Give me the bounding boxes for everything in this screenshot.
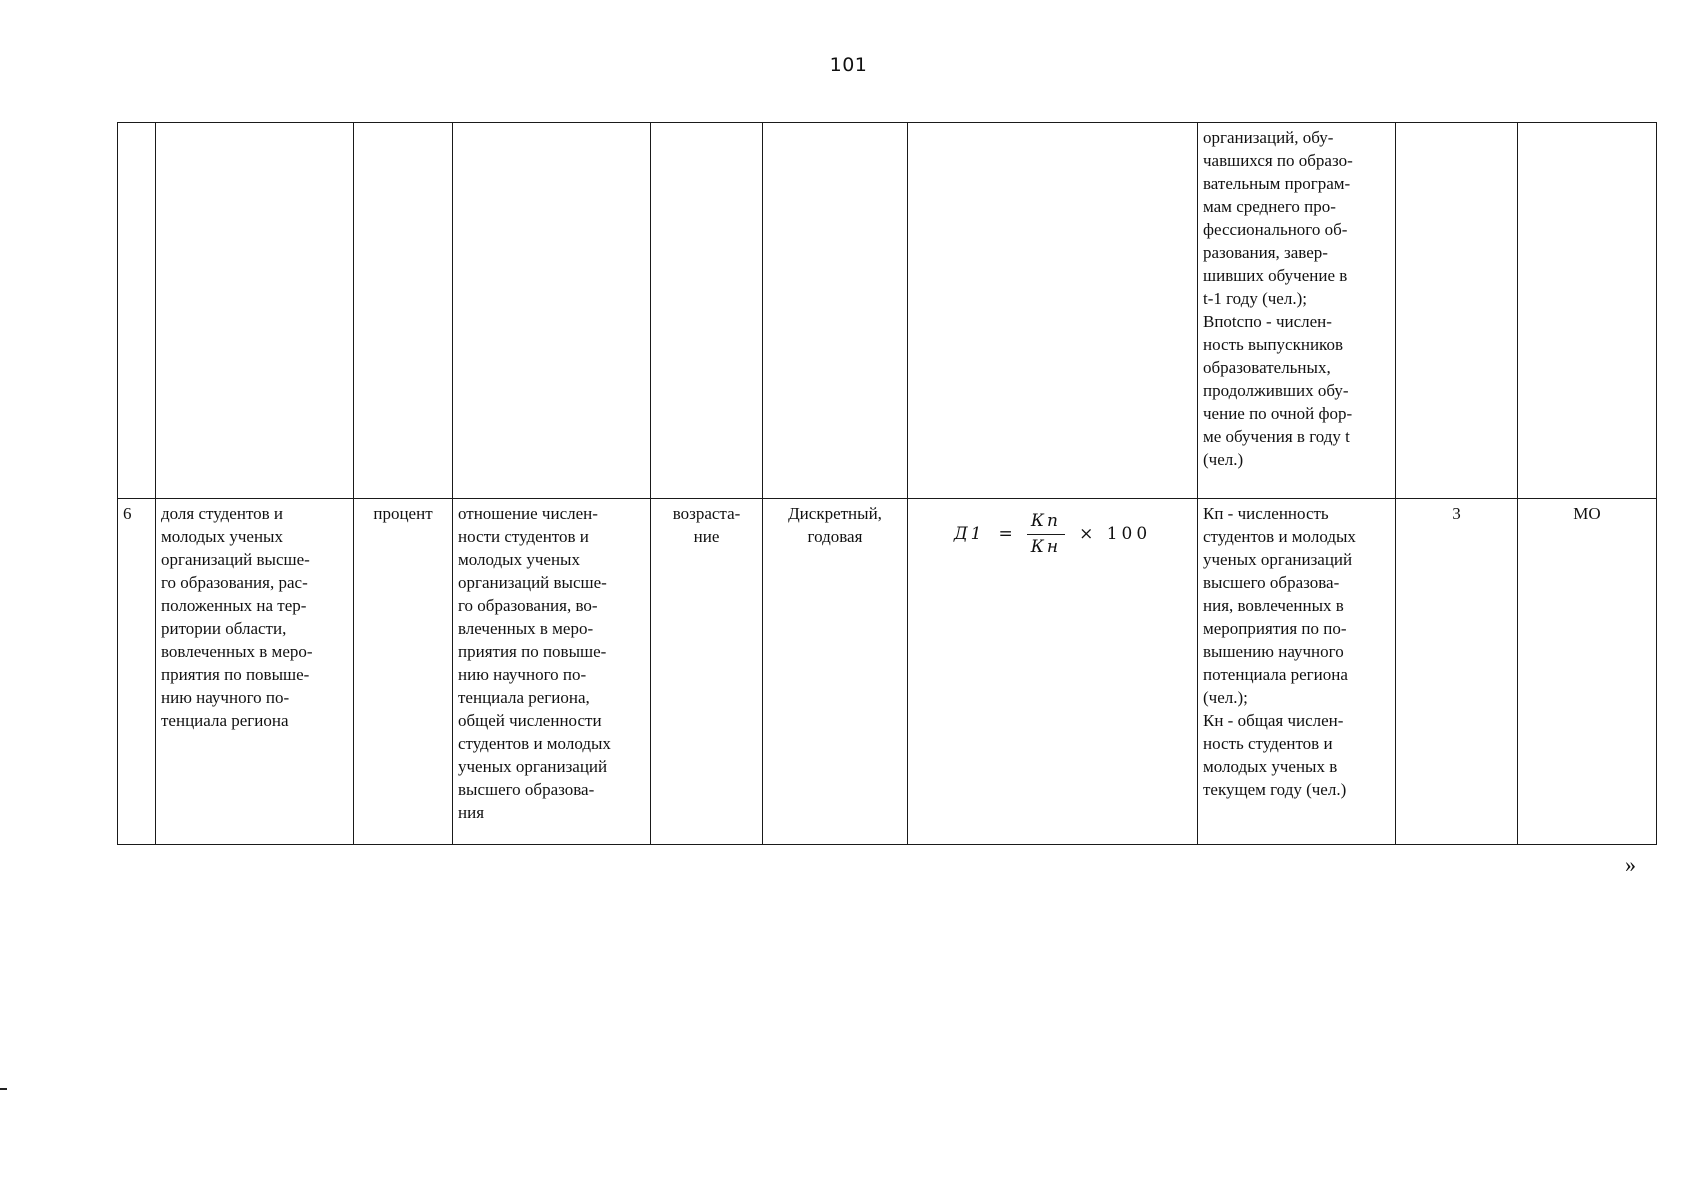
cell-variables: Кп - численность студентов и молодых ученых организаций высшего образова- ния, вовлеченных в мероприятия по по- вышению научного потенциала региона (чел.); Кн - общая числен- ность студентов и молодых ученых в текущем году (чел.) [1198,499,1396,845]
formula-numerator: Кп [1027,510,1065,535]
formula-fraction [1027,510,1065,559]
formula [913,502,1192,559]
cell-source-code: 3 [1396,499,1518,845]
cell-description: отношение числен- ности студентов и молодых ученых организаций высше- го образования, во- влеченных в меро- приятия по повыше- нию научного по- тенциала региона, общей численности студентов и молодых ученых организаций высшего образова- ния [453,499,651,845]
formula-lhs: Д1 [953,524,985,544]
cell-row-number: 6 [118,499,156,845]
cell-periodicity: Дискретный, годовая [763,499,908,845]
cell-formula-empty [908,123,1198,499]
cell-formula [908,499,1198,845]
cell-source-empty [1396,123,1518,499]
indicator-table [117,122,1657,845]
cell-trend: возраста- ние [651,499,763,845]
cell-indicator-empty [156,123,354,499]
cell-responsible-empty [1518,123,1657,499]
closing-quote: » [1625,852,1636,877]
margin-mark [0,1088,7,1090]
formula-denominator: Кн [1030,537,1062,557]
cell-responsible: МО [1518,499,1657,845]
cell-trend-empty [651,123,763,499]
page-number: 101 [829,54,868,76]
cell-description-empty [453,123,651,499]
table-row-6 [118,499,1657,845]
cell-unit: процент [354,499,453,845]
table-row-continuation [118,123,1657,499]
cell-number-empty [118,123,156,499]
cell-periodicity-empty [763,123,908,499]
cell-indicator: доля студентов и молодых ученых организаций высше- го образования, рас- положенных на тер- ритории области, вовлеченных в меро- приятия по повыше- нию научного по- тенциала региона [156,499,354,845]
formula-multiplier: × 100 [1079,524,1152,544]
cell-unit-empty [354,123,453,499]
cell-variables-continuation: организаций, обу- чавшихся по образо- вательным програм- мам среднего про- фессионального об- разования, завер- шивших обучение в t-1 году (чел.); Впоtспо - числен- ность выпускников образовательных, продолживших обу- чение по очной фор- ме обучения в году t (чел.) [1198,123,1396,499]
formula-equals: = [998,524,1013,544]
